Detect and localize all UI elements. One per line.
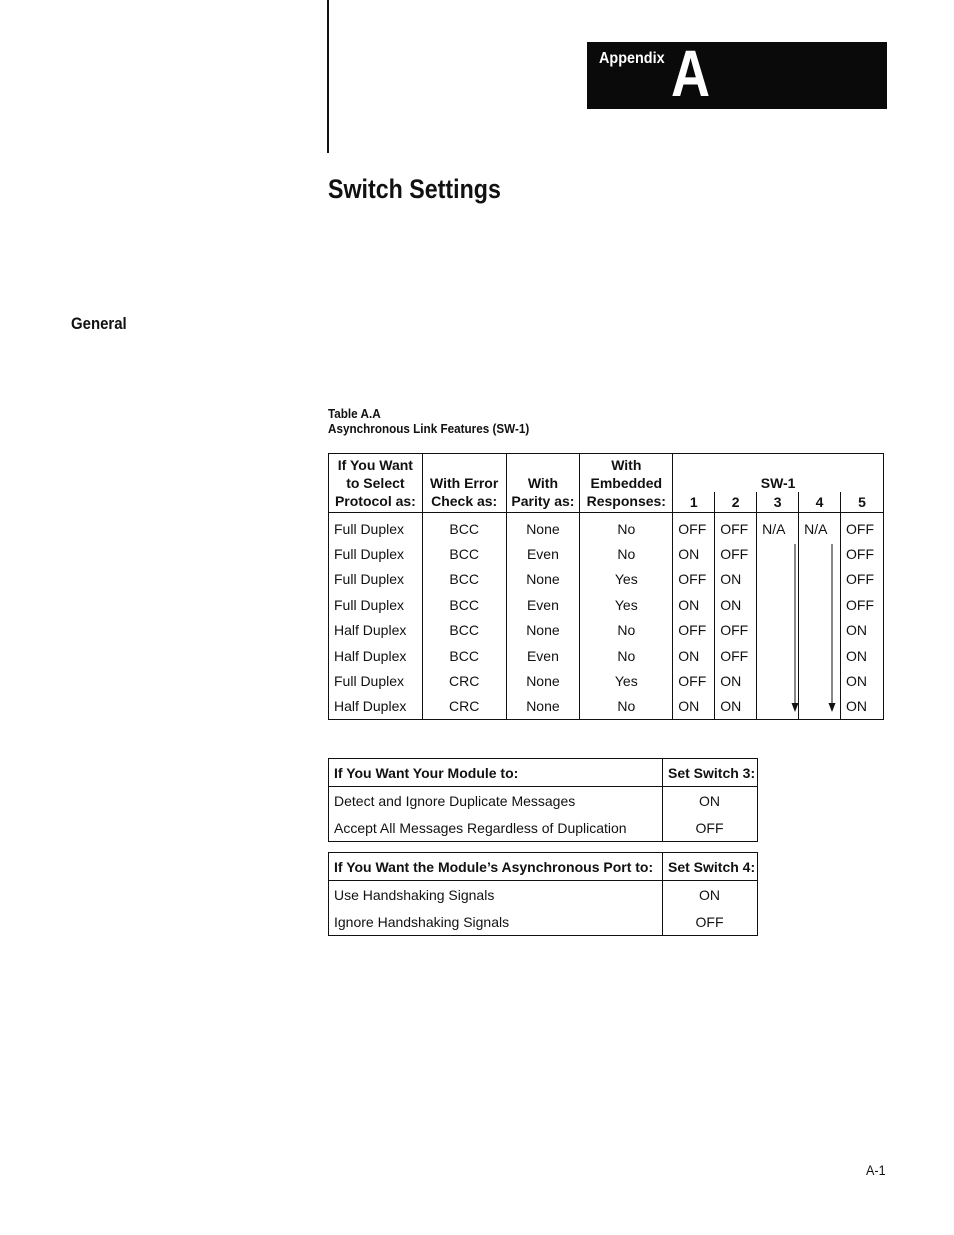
cell-parity: None bbox=[506, 513, 580, 542]
cell-sw5: ON bbox=[846, 698, 867, 715]
margin-rule bbox=[327, 0, 329, 153]
header-error-line: Check as: bbox=[431, 493, 498, 509]
header-embedded-line: Responses: bbox=[586, 493, 666, 509]
cell-sw1: ON bbox=[673, 541, 715, 566]
cell-embedded: No bbox=[580, 643, 673, 668]
cell-embedded: Yes bbox=[580, 567, 673, 592]
cell-embedded: Yes bbox=[580, 668, 673, 693]
header-switch-1: 1 bbox=[673, 492, 715, 513]
switch4-value: ON bbox=[663, 881, 758, 909]
switch3-condition: Detect and Ignore Duplicate Messages bbox=[334, 792, 576, 809]
cell-sw1: OFF bbox=[673, 618, 715, 643]
cell-sw4 bbox=[799, 694, 841, 720]
table-row bbox=[329, 618, 884, 643]
cell-error-check: BCC bbox=[422, 643, 506, 668]
cell-parity: None bbox=[506, 694, 580, 720]
switch4-table bbox=[328, 852, 758, 936]
header-parity-line: With bbox=[527, 475, 559, 491]
cell-parity: Even bbox=[506, 643, 580, 668]
section-title: General bbox=[71, 314, 127, 333]
table-row bbox=[329, 814, 758, 842]
cell-sw1: OFF bbox=[673, 513, 715, 542]
cell-sw2: ON bbox=[715, 592, 757, 617]
cell-sw3 bbox=[757, 643, 799, 668]
cell-error-check: BCC bbox=[422, 541, 506, 566]
cell-error-check: CRC bbox=[422, 668, 506, 693]
table-row bbox=[329, 567, 884, 592]
cell-sw4: N/A bbox=[799, 513, 841, 542]
cell-parity: Even bbox=[506, 592, 580, 617]
cell-parity: None bbox=[506, 567, 580, 592]
cell-sw5: ON bbox=[846, 622, 867, 639]
cell-sw3 bbox=[757, 694, 799, 720]
cell-sw1: ON bbox=[673, 643, 715, 668]
header-embedded-line: With bbox=[611, 457, 642, 473]
table-caption-number: Table A.A bbox=[328, 406, 381, 421]
header-protocol-line: If You Want bbox=[337, 457, 413, 473]
cell-sw2: OFF bbox=[715, 541, 757, 566]
header-sw1: SW-1 bbox=[673, 454, 884, 493]
cell-sw3 bbox=[757, 541, 799, 566]
switch4-condition: Use Handshaking Signals bbox=[334, 886, 495, 903]
cell-error-check: BCC bbox=[422, 567, 506, 592]
cell-protocol: Half Duplex bbox=[329, 694, 423, 720]
cell-sw2: OFF bbox=[715, 513, 757, 542]
header-parity-line: Parity as: bbox=[511, 493, 575, 509]
table-row bbox=[329, 908, 758, 936]
table-caption-title: Asynchronous Link Features (SW-1) bbox=[328, 421, 530, 436]
page-title: Switch Settings bbox=[328, 174, 501, 204]
cell-sw2: OFF bbox=[715, 643, 757, 668]
header-switch-4: 4 bbox=[799, 492, 841, 513]
table-caption bbox=[328, 406, 529, 436]
table-row bbox=[329, 668, 884, 693]
cell-embedded: No bbox=[580, 513, 673, 542]
cell-sw2: ON bbox=[715, 567, 757, 592]
table-row bbox=[329, 513, 884, 542]
cell-sw5: ON bbox=[846, 673, 867, 690]
table-row bbox=[329, 694, 884, 720]
cell-sw3 bbox=[757, 567, 799, 592]
switch3-header-condition: If You Want Your Module to: bbox=[329, 759, 663, 787]
cell-sw5: ON bbox=[846, 647, 867, 664]
cell-sw3: N/A bbox=[757, 513, 799, 542]
cell-sw2: OFF bbox=[715, 618, 757, 643]
cell-sw4 bbox=[799, 643, 841, 668]
header-embedded bbox=[580, 454, 673, 513]
cell-embedded: No bbox=[580, 541, 673, 566]
header-parity bbox=[506, 454, 580, 513]
cell-sw1: OFF bbox=[673, 567, 715, 592]
cell-protocol: Half Duplex bbox=[329, 643, 423, 668]
table-row bbox=[329, 881, 758, 909]
cell-sw3 bbox=[757, 668, 799, 693]
table-row bbox=[329, 643, 884, 668]
cell-protocol: Full Duplex bbox=[329, 668, 423, 693]
cell-sw2: ON bbox=[715, 694, 757, 720]
cell-protocol: Full Duplex bbox=[329, 513, 423, 542]
appendix-label: Appendix bbox=[599, 50, 665, 67]
cell-sw5: OFF bbox=[846, 596, 874, 613]
cell-parity: None bbox=[506, 668, 580, 693]
cell-error-check: BCC bbox=[422, 618, 506, 643]
cell-protocol: Full Duplex bbox=[329, 592, 423, 617]
header-protocol bbox=[329, 454, 423, 513]
switch3-value: OFF bbox=[663, 814, 758, 842]
switch3-header-setting: Set Switch 3: bbox=[663, 759, 758, 787]
header-switch-3: 3 bbox=[757, 492, 799, 513]
switch3-condition: Accept All Messages Regardless of Duplication bbox=[334, 819, 627, 836]
cell-protocol: Full Duplex bbox=[329, 541, 423, 566]
cell-sw2: ON bbox=[715, 668, 757, 693]
page-number: A-1 bbox=[866, 1162, 886, 1178]
cell-embedded: No bbox=[580, 694, 673, 720]
table-row bbox=[329, 541, 884, 566]
cell-sw4 bbox=[799, 618, 841, 643]
cell-sw4 bbox=[799, 541, 841, 566]
cell-sw1: ON bbox=[673, 592, 715, 617]
cell-embedded: Yes bbox=[580, 592, 673, 617]
switch4-condition: Ignore Handshaking Signals bbox=[334, 913, 510, 930]
header-switch-5: 5 bbox=[841, 492, 884, 513]
switch-table bbox=[328, 453, 884, 720]
appendix-tab bbox=[587, 36, 887, 110]
header-switch-2: 2 bbox=[715, 492, 757, 513]
cell-sw5: OFF bbox=[846, 571, 874, 588]
cell-sw5: OFF bbox=[846, 520, 874, 537]
table-row bbox=[329, 592, 884, 617]
header-error-check bbox=[422, 454, 506, 513]
cell-error-check: BCC bbox=[422, 513, 506, 542]
table-row bbox=[329, 787, 758, 815]
cell-error-check: CRC bbox=[422, 694, 506, 720]
cell-sw4 bbox=[799, 668, 841, 693]
cell-sw4 bbox=[799, 567, 841, 592]
header-embedded-line: Embedded bbox=[590, 475, 663, 491]
header-protocol-line: to Select bbox=[346, 475, 405, 491]
cell-sw3 bbox=[757, 592, 799, 617]
appendix-letter: A bbox=[671, 36, 711, 110]
cell-sw4 bbox=[799, 592, 841, 617]
cell-protocol: Full Duplex bbox=[329, 567, 423, 592]
switch4-value: OFF bbox=[663, 908, 758, 936]
switch4-header-setting: Set Switch 4: bbox=[663, 853, 758, 881]
switch4-header-condition: If You Want the Module’s Asynchronous Port to: bbox=[329, 853, 663, 881]
header-protocol-line: Protocol as: bbox=[334, 493, 416, 509]
header-error-line: With Error bbox=[429, 475, 499, 491]
cell-embedded: No bbox=[580, 618, 673, 643]
cell-sw1: ON bbox=[673, 694, 715, 720]
cell-sw1: OFF bbox=[673, 668, 715, 693]
cell-protocol: Half Duplex bbox=[329, 618, 423, 643]
cell-error-check: BCC bbox=[422, 592, 506, 617]
cell-parity: None bbox=[506, 618, 580, 643]
switch3-table bbox=[328, 758, 758, 842]
cell-sw5: OFF bbox=[846, 546, 874, 563]
switch3-value: ON bbox=[663, 787, 758, 815]
cell-parity: Even bbox=[506, 541, 580, 566]
cell-sw3 bbox=[757, 618, 799, 643]
